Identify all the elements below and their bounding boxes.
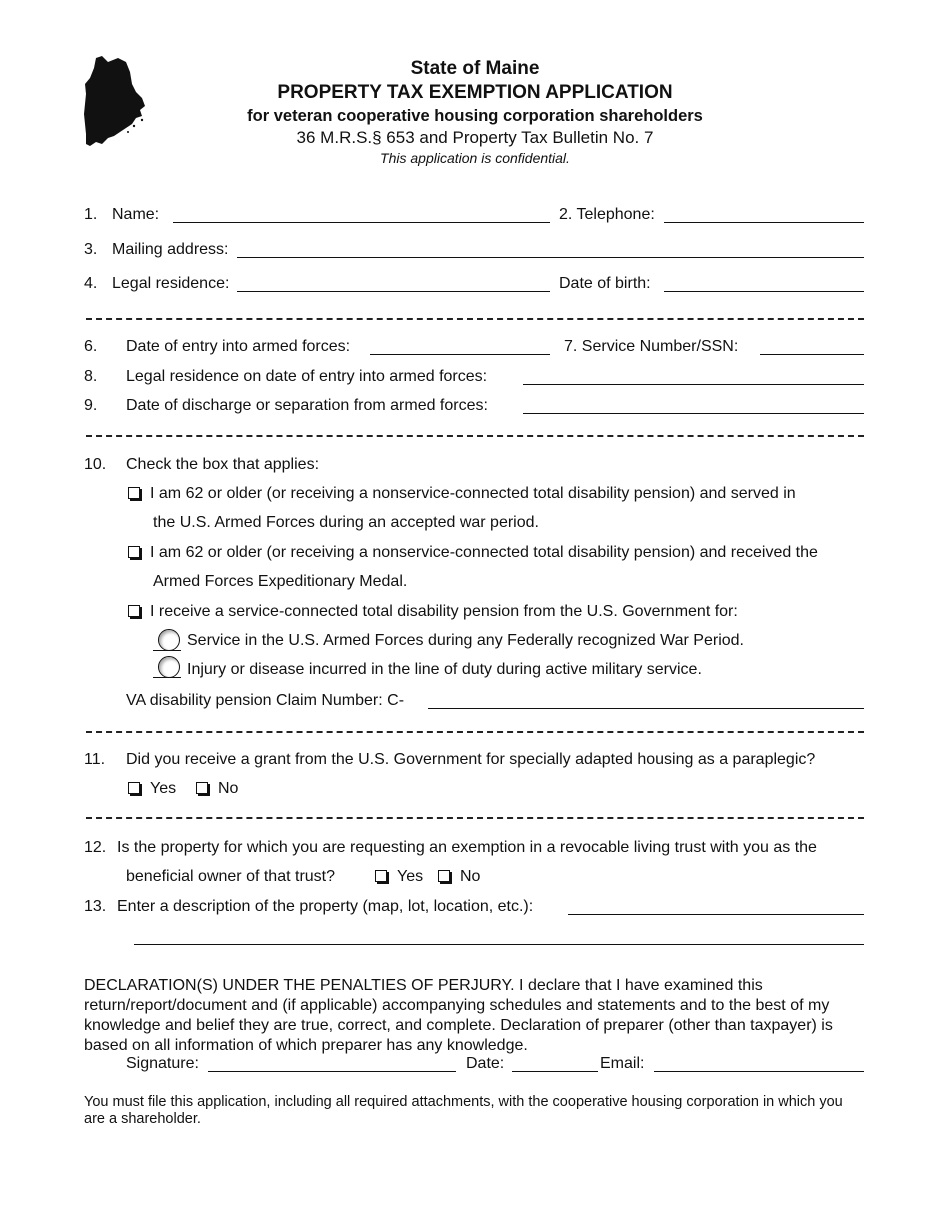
- option-expeditionary-medal[interactable]: [128, 544, 818, 562]
- checkbox[interactable]: [196, 782, 208, 794]
- statute-reference: 36 M.R.S.§ 653 and Property Tax Bulletin No. 7: [296, 128, 654, 147]
- checkbox[interactable]: [375, 870, 387, 882]
- question-10-label: Check the box that applies:: [126, 456, 320, 473]
- field-8-number: 8.: [84, 368, 98, 385]
- date-field[interactable]: [512, 1071, 598, 1072]
- section-divider: [86, 731, 864, 733]
- checkbox[interactable]: [128, 605, 140, 617]
- q12-no-label: No: [460, 868, 481, 885]
- claim-number-field[interactable]: [428, 708, 864, 709]
- service-number-label: 7. Service Number/SSN:: [564, 338, 739, 355]
- email-field[interactable]: [654, 1071, 864, 1072]
- q12-yes-option[interactable]: [375, 868, 423, 886]
- option-disability-text: I receive a service-connected total disability pension from the U.S. Government for:: [150, 603, 738, 620]
- entry-date-field[interactable]: [370, 354, 550, 355]
- claim-number-label: VA disability pension Claim Number: C-: [126, 692, 405, 709]
- q11-yes-label: Yes: [150, 780, 177, 797]
- option-war-period-text-2: the U.S. Armed Forces during an accepted war period.: [153, 514, 539, 531]
- question-12-text-2: beneficial owner of that trust?: [126, 868, 336, 885]
- mailing-address-label: Mailing address:: [112, 241, 229, 258]
- radio-line-of-duty[interactable]: [158, 656, 180, 678]
- question-12-number: 12.: [84, 839, 107, 856]
- date-of-birth-label: Date of birth:: [559, 275, 651, 292]
- option-war-period-text: I am 62 or older (or receiving a nonservice-connected total disability pension) and served in: [150, 485, 796, 502]
- confidential-note: This application is confidential.: [380, 150, 570, 166]
- option-medal-text-2: Armed Forces Expeditionary Medal.: [153, 573, 408, 590]
- radio-underline: [153, 650, 181, 651]
- question-11-text: Did you receive a grant from the U.S. Government for specially adapted housing as a paraplegic?: [126, 751, 816, 768]
- entry-residence-field[interactable]: [523, 384, 864, 385]
- telephone-field[interactable]: [664, 222, 864, 223]
- form-subtitle: for veteran cooperative housing corporation shareholders: [247, 107, 703, 125]
- field-1-number: 1.: [84, 206, 98, 223]
- question-10-number: 10.: [84, 456, 107, 473]
- legal-residence-label: Legal residence:: [112, 275, 230, 292]
- option-service-disability[interactable]: [128, 603, 738, 621]
- q11-no-option[interactable]: [196, 780, 238, 798]
- property-description-field-2[interactable]: [134, 944, 864, 945]
- property-description-label: Enter a description of the property (map, lot, location, etc.):: [117, 898, 534, 915]
- q12-no-option[interactable]: [438, 868, 480, 886]
- checkbox[interactable]: [438, 870, 450, 882]
- sub-option-war-period: Service in the U.S. Armed Forces during any Federally recognized War Period.: [187, 632, 744, 649]
- section-divider: [86, 318, 864, 320]
- form-title: PROPERTY TAX EXEMPTION APPLICATION: [277, 82, 673, 103]
- signature-label: Signature:: [126, 1055, 199, 1072]
- service-number-field[interactable]: [760, 354, 864, 355]
- field-6-number: 6.: [84, 338, 98, 355]
- radio-underline: [153, 677, 181, 678]
- discharge-date-field[interactable]: [523, 413, 864, 414]
- name-label: Name:: [112, 206, 160, 223]
- header-state: State of Maine: [410, 58, 540, 79]
- entry-date-label: Date of entry into armed forces:: [126, 338, 351, 355]
- question-13-number: 13.: [84, 898, 107, 915]
- email-label: Email:: [600, 1055, 645, 1072]
- field-3-number: 3.: [84, 241, 98, 258]
- perjury-declaration: DECLARATION(S) UNDER THE PENALTIES OF PERJURY. I declare that I have examined this return/report/document and (if applicable) accompanying schedules and statements and to the best of my knowledge and belief they are true, correct, and complete. Declaration of preparer (other than taxpayer) is based on all information of which preparer has any knowledge.: [84, 977, 833, 1054]
- radio-war-period-service[interactable]: [158, 629, 180, 651]
- filing-instructions: You must file this application, including all required attachments, with the cooperative housing corporation in which you are a shareholder.: [84, 1094, 843, 1127]
- field-9-number: 9.: [84, 397, 98, 414]
- q11-no-label: No: [218, 780, 239, 797]
- section-divider: [86, 435, 864, 437]
- option-war-period[interactable]: [128, 485, 796, 503]
- section-divider: [86, 817, 864, 819]
- property-description-field[interactable]: [568, 914, 864, 915]
- date-label: Date:: [466, 1055, 505, 1072]
- sub-option-line-of-duty: Injury or disease incurred in the line of duty during active military service.: [187, 661, 702, 678]
- discharge-date-label: Date of discharge or separation from armed forces:: [126, 397, 488, 414]
- question-12-text: Is the property for which you are requesting an exemption in a revocable living trust with you as the: [117, 839, 817, 856]
- checkbox[interactable]: [128, 782, 140, 794]
- mailing-address-field[interactable]: [237, 257, 864, 258]
- date-of-birth-field[interactable]: [664, 291, 864, 292]
- q11-yes-option[interactable]: [128, 780, 176, 798]
- legal-residence-field[interactable]: [237, 291, 550, 292]
- signature-field[interactable]: [208, 1071, 456, 1072]
- option-medal-text: I am 62 or older (or receiving a nonservice-connected total disability pension) and received the: [150, 544, 818, 561]
- question-11-number: 11.: [84, 751, 106, 768]
- checkbox[interactable]: [128, 546, 140, 558]
- name-field[interactable]: [173, 222, 550, 223]
- telephone-label: 2. Telephone:: [559, 206, 655, 223]
- entry-residence-label: Legal residence on date of entry into armed forces:: [126, 368, 488, 385]
- q12-yes-label: Yes: [397, 868, 424, 885]
- checkbox[interactable]: [128, 487, 140, 499]
- field-4-number: 4.: [84, 275, 98, 292]
